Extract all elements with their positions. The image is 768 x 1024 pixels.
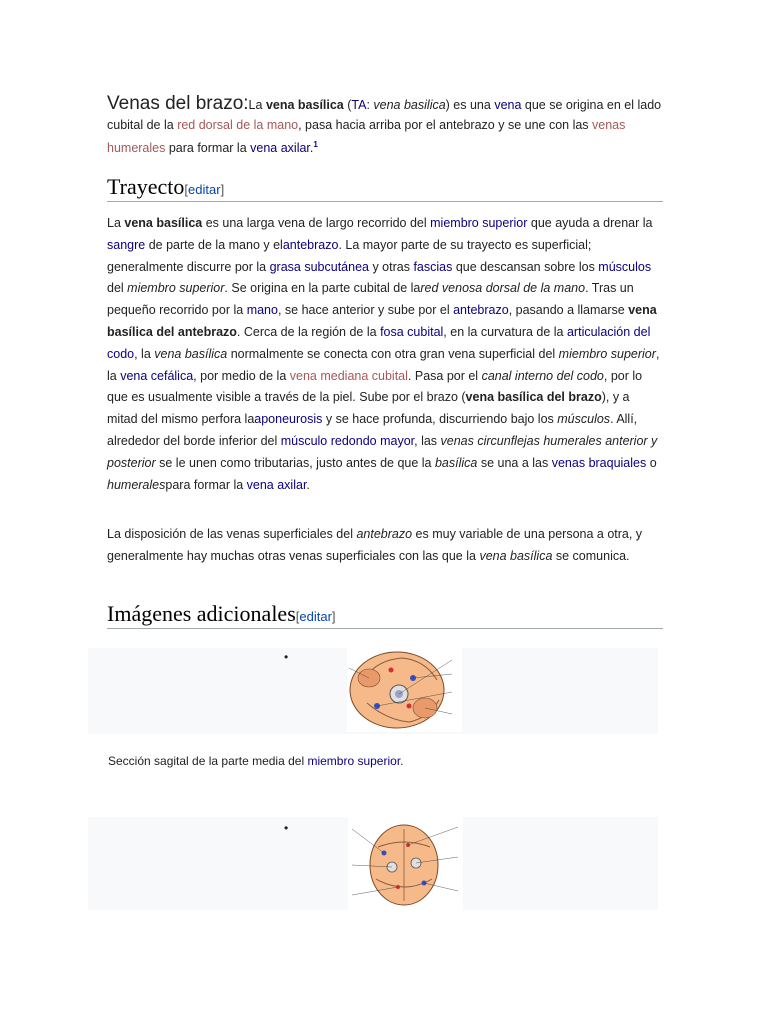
venas-humerales-link[interactable]: venas humerales (107, 118, 626, 156)
footnote-ref[interactable]: 1 (313, 140, 318, 149)
cross-section-thumbnail-2[interactable] (348, 817, 463, 910)
venas-braquiales-link[interactable]: venas braquiales (551, 455, 647, 470)
edit-link-trayecto[interactable]: editar (188, 182, 221, 197)
caption-miembro-superior-link[interactable]: miembro superior (307, 754, 401, 768)
ta-link[interactable]: TA (351, 98, 367, 112)
gallery-item-1 (88, 648, 658, 734)
vena-axilar-link-2[interactable]: vena axilar (246, 477, 307, 492)
vena-mediana-cubital-link[interactable]: vena mediana cubital (289, 368, 408, 383)
heading-trayecto: Trayecto[editar] (107, 174, 663, 202)
trayecto-paragraph-2-wrap (107, 524, 663, 568)
gallery-bullet-2: • (284, 821, 289, 835)
edit-link-imagenes[interactable]: editar (299, 609, 332, 624)
cross-section-thumbnail-1[interactable] (347, 648, 462, 732)
aponeurosis-link[interactable]: aponeurosis (254, 412, 323, 427)
articulacion-codo-link[interactable]: articulación del codo (107, 324, 651, 361)
antebrazo-link-2[interactable]: antebrazo (453, 303, 509, 318)
vena-axilar-link[interactable]: vena axilar (250, 141, 310, 156)
musculo-redondo-mayor-link[interactable]: músculo redondo mayor (280, 433, 415, 448)
intro-paragraph: Venas del brazo:La vena basílica (TA: vena basilica) es una vena que se origina en el lado cubital de la red dorsal de la mano, pasa hacia arriba por el antebrazo y se une con las venas humerales para formar la vena axilar.$^1$ (107, 93, 662, 156)
gallery-item-2 (88, 817, 658, 910)
grasa-subcutanea-link[interactable]: grasa subcutánea (269, 259, 369, 274)
miembro-superior-link[interactable]: miembro superior (430, 216, 528, 230)
heading-imagenes-adicionales: Imágenes adicionales[editar] (107, 601, 663, 629)
trayecto-paragraph-1: La vena basílica es una larga vena de largo recorrido del miembro superior que ayuda a drenar la sangre de parte de la mano y elantebrazo. La mayor parte de su trayecto es superficial; generalmente discurre por la grasa subcutánea y otras fascias que descansan sobre los músculos del miembro superior. Se origina en la parte cubital de lared venosa dorsal de la mano. Tras un pequeño recorrido por la mano, se hace anterior y sube por el antebrazo, pasando a llamarse vena basílica del antebrazo. Cerca de la región de la fosa cubital, en la curvatura de la articulación del codo, la vena basílica normalmente se conecta con otra gran vena superficial del miembro superior, la vena cefálica, por medio de la vena mediana cubital. Pasa por el canal interno del codo, por lo que es usualmente visible a través de la piel. Sube por el brazo (vena basílica del brazo), y a mitad del mismo perfora laaponeurosis y se hace profunda, discurriendo bajo los músculos. Allí, alrededor del borde inferior del músculo redondo mayor, las venas circunflejas humerales anterior y posterior se le unen como tributarias, justo antes de que la basílica se una a las venas braquiales o humeralespara formar la vena axilar. (107, 216, 660, 492)
antebrazo-link[interactable]: antebrazo (282, 237, 339, 252)
vena-cefalica-link[interactable]: vena cefálica (120, 368, 194, 383)
sangre-link[interactable]: sangre (107, 237, 146, 252)
mano-link[interactable]: mano (246, 303, 278, 318)
forearm-cross-section-image (348, 817, 463, 910)
musculos-link[interactable]: músculos (598, 259, 652, 274)
fosa-cubital-link[interactable]: fosa cubital (380, 324, 444, 339)
page-title: Venas del brazo: (107, 93, 249, 114)
fascias-link[interactable]: fascias (413, 259, 453, 274)
trayecto-paragraph-2: La disposición de las venas superficiales del antebrazo es muy variable de una persona a otra, y generalmente hay muchas otras venas superficiales con las que la vena basílica se comunica. (107, 527, 643, 563)
red-dorsal-link[interactable]: red dorsal de la mano (177, 118, 299, 132)
arm-cross-section-image (347, 648, 462, 732)
vena-link[interactable]: vena (494, 98, 522, 112)
gallery-caption-1: Sección sagital de la parte media del miembro superior. (108, 754, 404, 768)
gallery-bullet: • (284, 650, 289, 664)
trayecto-section (107, 213, 663, 496)
